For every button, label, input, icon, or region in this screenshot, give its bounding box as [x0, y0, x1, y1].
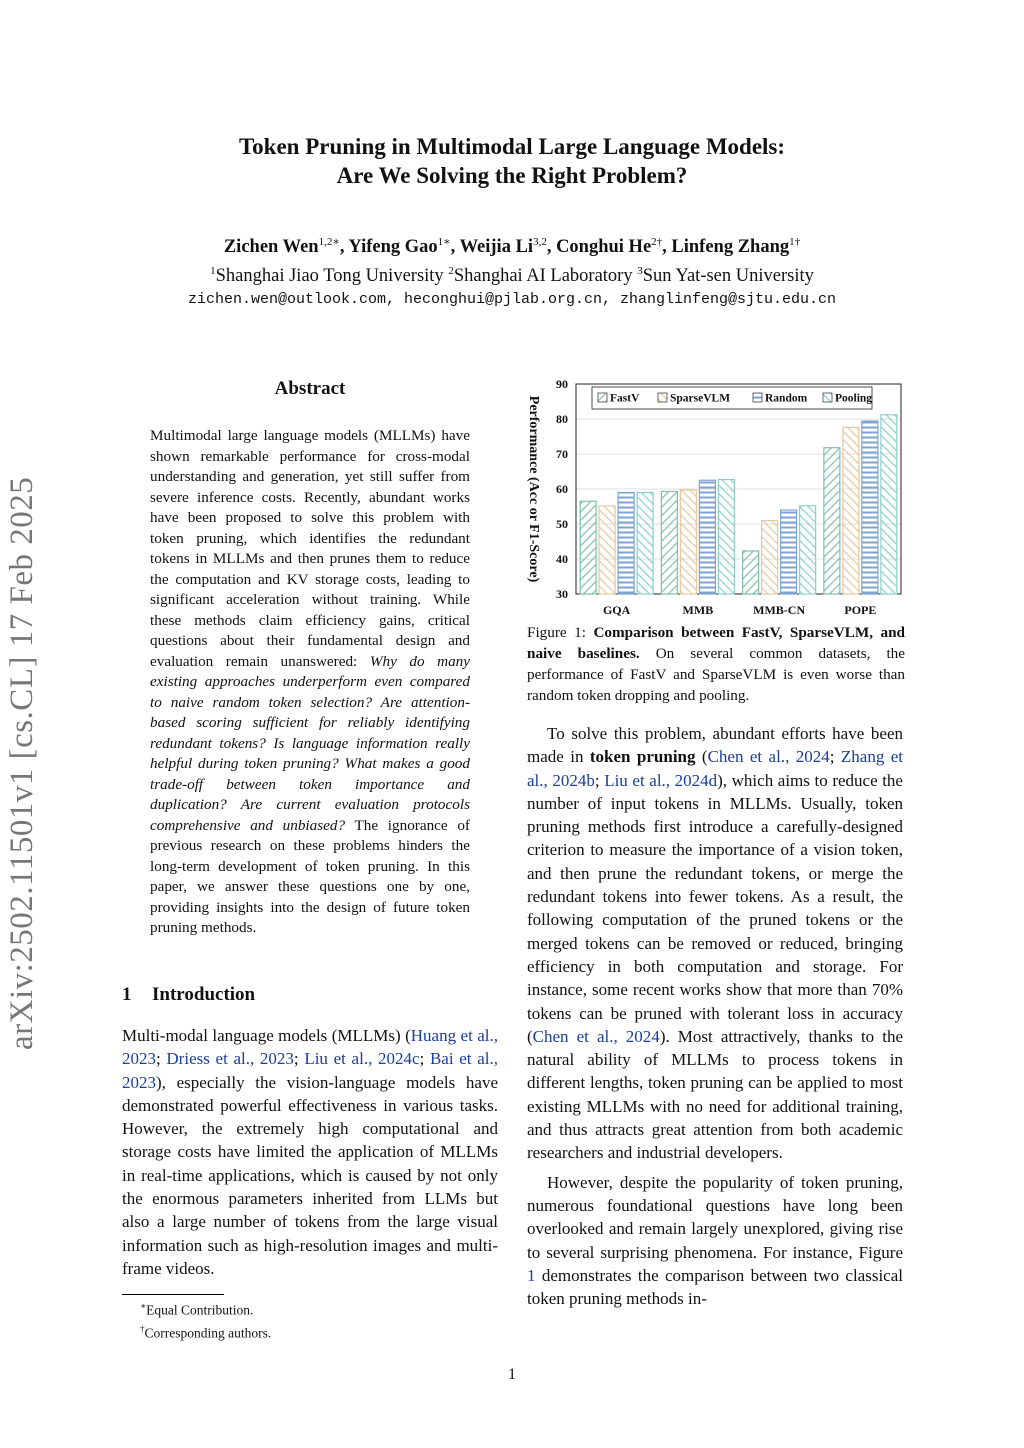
abstract-text-end: The ignorance of previous research on these problems hinders the long-term development of token pruning. In this paper, we answer these questions one by one, providing insights into the design of future token pruning methods.: [150, 816, 470, 936]
abstract-text: Multimodal large language models (MLLMs) have shown remarkable performance for cross-modal understanding and generation, yet still suffer from severe inference costs. Recently, abundant works have been proposed to solve this problem with token pruning, which identifies the redundant tokens in MLLMs and then prunes them to reduce the computation and KV storage costs, leading to significant acceleration without training. While these methods claim efficiency gains, critical questions about their fundamental design and evaluation remain unanswered:: [150, 427, 470, 670]
affiliation: Shanghai Jiao Tong University: [215, 266, 444, 287]
legend-label: SparseVLM: [670, 392, 731, 405]
arxiv-identifier: arXiv:2502.11501v1 [cs.CL] 17 Feb 2025: [4, 476, 40, 1050]
y-tick-label: 40: [556, 552, 568, 566]
bar-random-mmb: [699, 480, 715, 594]
author-sup: 3,2: [533, 236, 547, 248]
author-name: Zichen Wen: [223, 237, 319, 258]
bar-random-gqa: [618, 493, 634, 595]
author-sup: 1†: [789, 236, 801, 248]
x-tick-label: MMB: [682, 603, 714, 617]
author-name: Linfeng Zhang: [671, 237, 790, 258]
bar-sparsevlm-pope: [843, 427, 859, 594]
bar-fastv-gqa: [580, 501, 596, 594]
footnote-rule: [122, 1294, 224, 1295]
x-axis-ticks: [603, 603, 876, 617]
legend-label: Pooling: [835, 392, 873, 405]
figure-ref-link[interactable]: 1: [527, 1265, 536, 1285]
author-sup: 1,2∗: [318, 236, 340, 248]
caption-title: Comparison between FastV, SparseVLM, and naive baselines.: [527, 624, 906, 662]
affiliation: Sun Yat-sen University: [642, 266, 814, 287]
legend-swatch: [658, 393, 667, 402]
bar-pooling-mmb: [718, 480, 734, 594]
text-span: To solve this problem, abundant efforts have been made in: [527, 724, 903, 767]
text-span: (: [695, 747, 708, 767]
legend-swatch: [598, 393, 607, 402]
legend-swatch: [753, 393, 762, 402]
bar-pooling-gqa: [637, 493, 653, 595]
y-tick-label: 60: [556, 482, 568, 496]
affiliations: [0, 259, 1024, 288]
text-span: ;: [594, 770, 605, 790]
author-emails[interactable]: zichen.wen@outlook.com, heconghui@pjlab.org.cn, zhanglinfeng@sjtu.edu.cn: [187, 291, 837, 309]
abstract-questions: Why do many existing approaches underperform even compared to naive random token selection? Are attention-based scoring sufficient for reliably identifying redundant tokens? Is language information really helpful during token pruning? What makes a good trade-off between token importance and duplication? Are current evaluation protocols comprehensive and unbiased?: [150, 652, 470, 834]
bar-fastv-mmb: [661, 491, 677, 594]
title-line-2: Are We Solving the Right Problem?: [336, 163, 688, 188]
text-span: ). Most attractively, thanks to the natural ability of MLLMs to process tokens in different lengths, token pruning can be applied to most existing MLLMs with no need for additional training, and thus attracts great attention from both academic researchers and industrial developers.: [527, 1026, 904, 1163]
section-title: Introduction: [152, 984, 256, 1005]
bar-fastv-pope: [824, 448, 840, 594]
y-tick-label: 70: [556, 447, 568, 461]
citation-link[interactable]: Liu et al., 2024d: [604, 770, 718, 790]
right-column-body: [527, 722, 903, 1310]
section-number: 1: [122, 984, 132, 1005]
author-name: Weijia Li: [459, 237, 534, 258]
affil-sup: 2: [448, 265, 454, 278]
bar-pooling-pope: [881, 415, 897, 594]
caption-text: On several common datasets, the performance of FastV and SparseVLM is even worse than random token dropping and pooling.: [527, 645, 905, 704]
author-sup: 1∗: [437, 236, 451, 248]
footnote-mark: ∗: [140, 1301, 147, 1311]
caption-label: Figure 1:: [527, 624, 594, 641]
bold-term: token pruning: [589, 747, 696, 767]
bar-random-pope: [862, 421, 878, 594]
bar-pooling-mmb-cn: [800, 506, 816, 594]
x-tick-label: GQA: [602, 603, 631, 617]
legend-swatch: [823, 393, 832, 402]
author-name: Yifeng Gao: [348, 237, 438, 258]
footnote-text: Corresponding authors.: [144, 1325, 272, 1341]
citation-link[interactable]: Driess et al., 2023: [166, 1049, 294, 1069]
text-span: ;: [156, 1049, 167, 1069]
citation-link[interactable]: Bai et al., 2023: [122, 1049, 498, 1092]
abstract-body: [150, 426, 470, 939]
y-tick-label: 80: [556, 412, 568, 426]
footnote-text: Equal Contribution.: [146, 1302, 254, 1318]
chart-bars: [580, 415, 897, 594]
text-span: ), which aims to reduce the number of input tokens in MLLMs. Usually, token pruning methods first introduce a carefully-designed criterion to measure the importance of a vision token, and then prune the redundant tokens, or merge the redundant tokens into fewer tokens. As a result, the following computation of the pruned tokens or the merged tokens can be removed or reduced, bringing efficiency in both computation and storage. For instance, some recent works show that more than 70% tokens can be pruned with tolerant loss in accuracy (: [527, 770, 903, 1046]
citation-link[interactable]: Chen et al., 2024: [532, 1026, 660, 1046]
bar-sparsevlm-mmb: [680, 490, 696, 594]
affil-sup: 1: [210, 265, 216, 278]
intro-paragraph-3: [527, 1171, 903, 1311]
legend-label: FastV: [610, 392, 640, 405]
bar-sparsevlm-mmb-cn: [762, 521, 778, 595]
text-span: ), especially the vision-language models have demonstrated powerful effectiveness in various tasks. However, the extremely high computational and storage costs have limited the application of MLLMs in real-time applications, which is caused by not only the enormous parameters inherited from LLMs but also a large number of tokens from the large visual information such as high-resolution images and multi-frame videos.: [122, 1072, 498, 1278]
citation-link[interactable]: Huang et al., 2023: [122, 1026, 498, 1069]
y-tick-label: 30: [556, 587, 568, 601]
intro-paragraph-1: [122, 1024, 498, 1280]
bar-sparsevlm-gqa: [599, 506, 615, 594]
y-tick-label: 50: [556, 517, 568, 531]
y-axis-ticks: [556, 377, 568, 601]
x-tick-label: MMB-CN: [753, 603, 806, 617]
intro-paragraph-2: [527, 722, 903, 1165]
text-span: ;: [829, 747, 841, 767]
author-block: [0, 230, 1024, 312]
figure-1-chart: [518, 370, 908, 622]
footnotes: [140, 1297, 271, 1343]
text-span: demonstrates the comparison between two classical token pruning methods in-: [527, 1265, 903, 1309]
bar-fastv-mmb-cn: [743, 551, 759, 594]
citation-link[interactable]: Chen et al., 2024: [707, 747, 830, 767]
affil-sup: 3: [637, 265, 643, 278]
text-span: Multi-modal language models (MLLMs) (: [122, 1026, 411, 1045]
page-number: 1: [508, 1366, 516, 1383]
citation-link[interactable]: Liu et al., 2024c: [304, 1049, 420, 1069]
text-span: However, despite the popularity of token pruning, numerous foundational questions have long been overlooked and remain largely unexplored, giving rise to several surprising phenomena. For instance, Figure: [527, 1172, 903, 1262]
footnote-mark: †: [140, 1324, 145, 1334]
paper-title: [0, 132, 1024, 190]
figure-1-caption: [527, 622, 905, 706]
y-axis-label: Performance (Acc or F1-Score): [526, 395, 541, 583]
text-span: ;: [293, 1049, 305, 1069]
bar-random-mmb-cn: [781, 510, 797, 594]
title-line-1: Token Pruning in Multimodal Large Language Models:: [238, 134, 786, 159]
citation-link[interactable]: Zhang et al., 2024b: [527, 747, 904, 790]
x-tick-label: POPE: [844, 603, 877, 617]
text-span: ;: [419, 1049, 430, 1069]
footnote-equal-contribution: [140, 1297, 271, 1320]
chart-legend: [592, 387, 872, 409]
footnote-corresponding: [140, 1320, 271, 1343]
author-names: Zichen Wen$^{1,2∗}$, Yifeng Gao$^{1∗}$, Weijia Li$^{3,2}$, Conghui $He^{2\dagger}$, Linfeng Zhang$^{1\dagger}$: [223, 236, 801, 258]
abstract-heading: Abstract: [274, 378, 346, 399]
section-heading: [122, 984, 255, 1006]
legend-label: Random: [765, 392, 808, 405]
author-name: Conghui He: [556, 237, 652, 258]
author-sup: 2†: [651, 236, 663, 248]
y-tick-label: 90: [556, 377, 568, 391]
affiliation: Shanghai AI Laboratory: [453, 266, 633, 287]
